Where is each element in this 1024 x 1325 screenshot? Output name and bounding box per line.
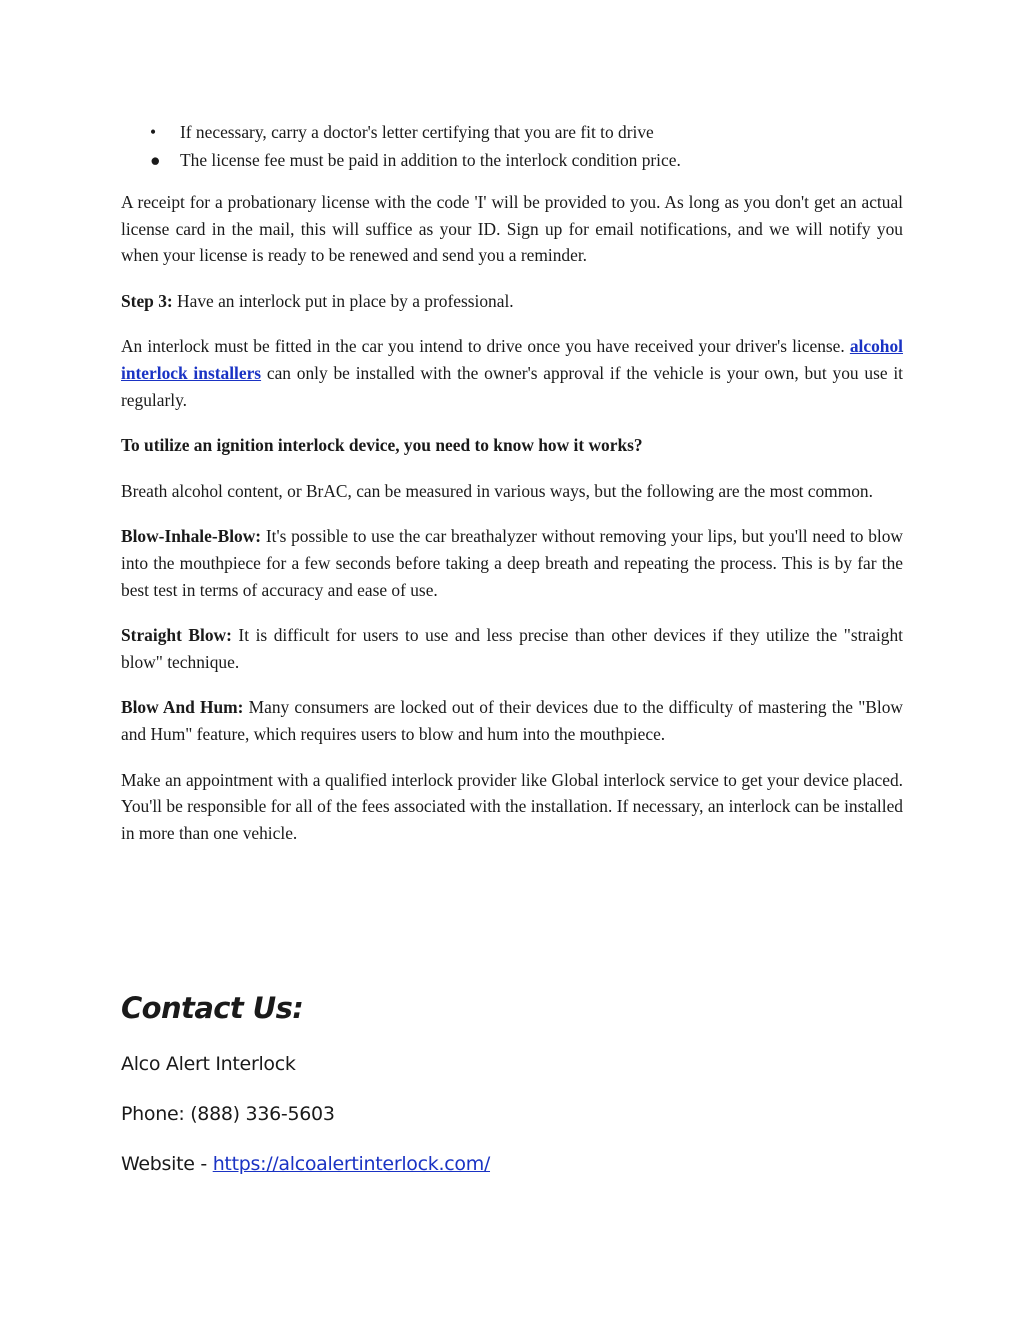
interlock-text-before: An interlock must be fitted in the car you intend to drive once you have received your driver's license.: [121, 336, 850, 357]
list-item: [121, 118, 903, 146]
alcohol-interlock-installers-link[interactable]: alcohol interlock installers: [121, 336, 903, 383]
company-name: Alco Alert Interlock: [121, 1053, 296, 1075]
straight-blow-text: It is difficult for users to use and less precise than other devices if they utilize the "straight blow" technique.: [121, 625, 903, 672]
contact-heading: Contact Us:: [121, 991, 304, 1025]
bullet-marker: •: [150, 122, 157, 142]
step3-text: Have an interlock put in place by a professional.: [172, 290, 514, 311]
website-label: Website -: [121, 1153, 213, 1175]
bullet-marker: ●: [150, 150, 161, 170]
step3-paragraph: [121, 288, 903, 315]
bullet-list: [121, 118, 903, 174]
interlock-paragraph: [121, 333, 903, 413]
blow-and-hum-text: Many consumers are locked out of their devices due to the difficulty of mastering the "Blow and Hum" feature, which requires users to blow and hum into the mouthpiece.: [121, 697, 903, 744]
interlock-text-after: can only be installed with the owner's approval if the vehicle is your own, but you use it regularly.: [121, 362, 904, 410]
bullet-text: If necessary, carry a doctor's letter certifying that you are fit to drive: [180, 122, 654, 142]
document-body: [121, 118, 903, 846]
blow-inhale-blow-text: It's possible to use the car breathalyzer without removing your lips, but you'll need to blow into the mouthpiece for a few seconds before taking a deep breath and repeating the process. This is by far the best test in terms of accuracy and ease of use.: [121, 526, 903, 600]
website-line: [121, 1151, 921, 1177]
receipt-paragraph: A receipt for a probationary license with the code 'I' will be provided to you. As long as you don't get an actual license card in the mail, this will suffice as your ID. Sign up for email notifications, and we will notify you when your license is ready to be renewed and send you a reminder.: [121, 192, 903, 266]
blow-inhale-blow-paragraph: [121, 523, 903, 603]
step3-label: Step 3:: [121, 290, 173, 311]
question-text: To utilize an ignition interlock device, you need to know how it works?: [121, 435, 643, 456]
blow-inhale-blow-label: Blow-Inhale-Blow:: [121, 526, 262, 547]
list-item: [121, 146, 903, 174]
phone-line: Phone: (888) 336-5603: [121, 1103, 335, 1125]
appointment-paragraph: Make an appointment with a qualified interlock provider like Global interlock service to get your device placed. You'll be responsible for all of the fees associated with the installation. If necessary, an interlock can be installed in more than one vehicle.: [121, 769, 903, 843]
brac-paragraph: Breath alcohol content, or BrAC, can be measured in various ways, but the following are the most common.: [121, 480, 873, 501]
contact-section: [121, 986, 921, 1177]
question-heading: [121, 432, 903, 459]
straight-blow-paragraph: [121, 622, 903, 675]
straight-blow-label: Straight Blow:: [121, 625, 232, 646]
bullet-text: The license fee must be paid in addition to the interlock condition price.: [180, 150, 681, 170]
blow-and-hum-label: Blow And Hum:: [121, 697, 244, 718]
website-link[interactable]: https://alcoalertinterlock.com/: [212, 1153, 491, 1175]
blow-and-hum-paragraph: [121, 694, 903, 747]
